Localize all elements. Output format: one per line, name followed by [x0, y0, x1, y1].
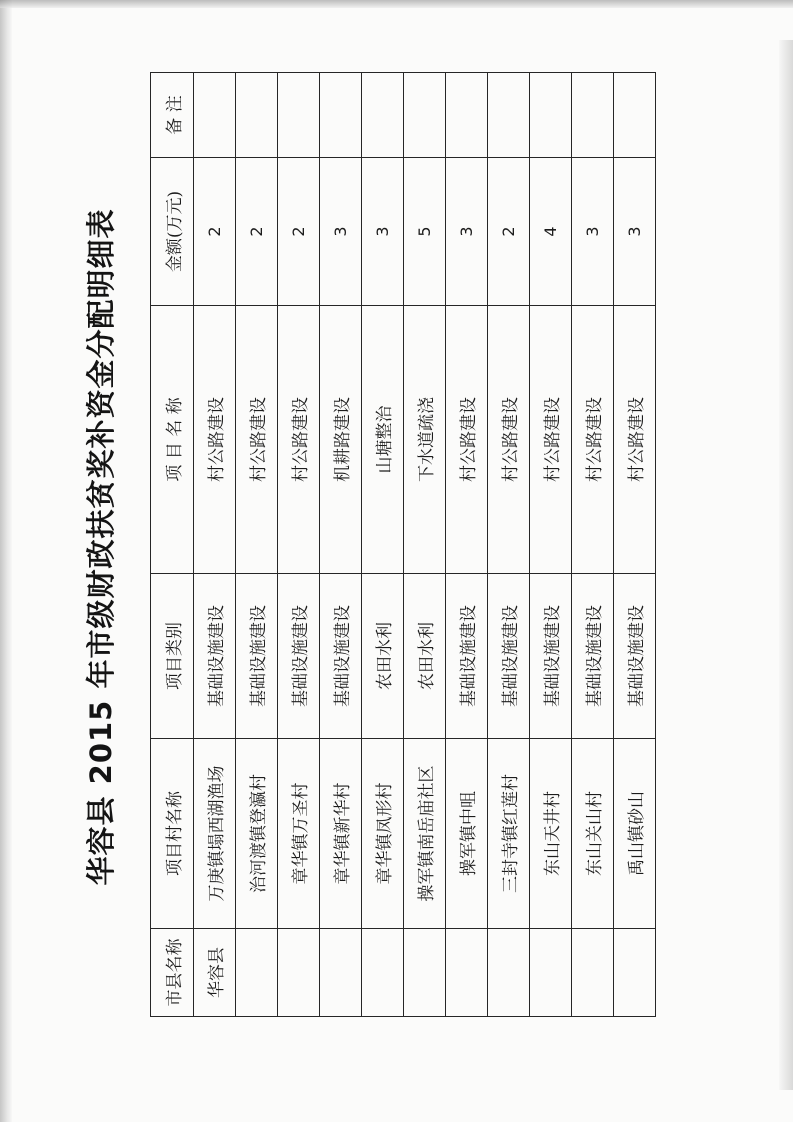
- cell-village: 章华镇万圣村: [278, 739, 320, 929]
- header-project: 项 目 名 称: [151, 306, 194, 574]
- table-row: [614, 73, 656, 1017]
- cell-project: 下水道疏浇: [404, 306, 446, 574]
- cell-category: 基础设施建设: [614, 574, 656, 739]
- table-row: [572, 73, 614, 1017]
- cell-category: 基础设施建设: [446, 574, 488, 739]
- cell-village: 三封寺镇红莲村: [488, 739, 530, 929]
- table-row: [404, 73, 446, 1017]
- cell-village: 禹山镇砂山: [614, 739, 656, 929]
- cell-remark: [194, 73, 236, 158]
- header-category: 项目类别: [151, 574, 194, 739]
- cell-county: [404, 929, 446, 1017]
- table-row: [488, 73, 530, 1017]
- cell-category: 基础设施建设: [278, 574, 320, 739]
- scan-shadow-right: [779, 40, 793, 1090]
- cell-remark: [614, 73, 656, 158]
- table-row: [362, 73, 404, 1017]
- cell-village: 操军镇南岳庙社区: [404, 739, 446, 929]
- cell-category: 基础设施建设: [488, 574, 530, 739]
- cell-amount: 2: [194, 158, 236, 306]
- cell-village: 章华镇凤形村: [362, 739, 404, 929]
- header-village: 项目村名称: [151, 739, 194, 929]
- cell-amount: 2: [236, 158, 278, 306]
- cell-county: [572, 929, 614, 1017]
- cell-county: [362, 929, 404, 1017]
- cell-amount: 2: [488, 158, 530, 306]
- cell-project: 村公路建设: [530, 306, 572, 574]
- cell-project: 村公路建设: [446, 306, 488, 574]
- cell-amount: 3: [320, 158, 362, 306]
- cell-amount: 3: [446, 158, 488, 306]
- cell-project: 山塘整治: [362, 306, 404, 574]
- cell-village: 东山关山村: [572, 739, 614, 929]
- cell-amount: 5: [404, 158, 446, 306]
- cell-remark: [236, 73, 278, 158]
- cell-amount: 2: [278, 158, 320, 306]
- cell-category: 基础设施建设: [530, 574, 572, 739]
- cell-remark: [362, 73, 404, 158]
- cell-village: 治河渡镇登瀛村: [236, 739, 278, 929]
- cell-category: 农田水利: [404, 574, 446, 739]
- cell-amount: 3: [572, 158, 614, 306]
- cell-amount: 3: [362, 158, 404, 306]
- cell-amount: 3: [614, 158, 656, 306]
- cell-county: [320, 929, 362, 1017]
- scan-shadow-top: [0, 0, 793, 8]
- cell-county: [278, 929, 320, 1017]
- cell-remark: [530, 73, 572, 158]
- cell-category: 基础设施建设: [194, 574, 236, 739]
- table-row: [530, 73, 572, 1017]
- header-remark: 备 注: [151, 73, 194, 158]
- cell-village: 章华镇新华村: [320, 739, 362, 929]
- cell-remark: [320, 73, 362, 158]
- cell-remark: [404, 73, 446, 158]
- table-row: [278, 73, 320, 1017]
- cell-county: [530, 929, 572, 1017]
- table-row: [194, 73, 236, 1017]
- cell-amount: 4: [530, 158, 572, 306]
- cell-project: 村公路建设: [194, 306, 236, 574]
- cell-project: 村公路建设: [488, 306, 530, 574]
- cell-county: 华容县: [194, 929, 236, 1017]
- cell-village: 万庚镇塌西湖渔场: [194, 739, 236, 929]
- cell-remark: [278, 73, 320, 158]
- table-header-row: [151, 73, 194, 1017]
- cell-category: 农田水利: [362, 574, 404, 739]
- cell-category: 基础设施建设: [572, 574, 614, 739]
- cell-project: 村公路建设: [614, 306, 656, 574]
- table-row: [236, 73, 278, 1017]
- cell-remark: [572, 73, 614, 158]
- cell-project: 村公路建设: [572, 306, 614, 574]
- cell-project: 机耕路建设: [320, 306, 362, 574]
- table-row: [446, 73, 488, 1017]
- cell-project: 村公路建设: [236, 306, 278, 574]
- cell-county: [236, 929, 278, 1017]
- header-county: 市县名称: [151, 929, 194, 1017]
- cell-category: 基础设施建设: [320, 574, 362, 739]
- cell-county: [614, 929, 656, 1017]
- table-row: [320, 73, 362, 1017]
- cell-remark: [488, 73, 530, 158]
- cell-category: 基础设施建设: [236, 574, 278, 739]
- scan-shadow-left: [0, 0, 12, 1122]
- cell-project: 村公路建设: [278, 306, 320, 574]
- rotated-document: [66, 72, 678, 1022]
- allocation-table: [150, 72, 656, 1017]
- cell-village: 操军镇中咀: [446, 739, 488, 929]
- cell-village: 东山天井村: [530, 739, 572, 929]
- cell-remark: [446, 73, 488, 158]
- header-amount: 金额(万元): [151, 158, 194, 306]
- cell-county: [446, 929, 488, 1017]
- document-title: 华容县 2015 年市级财政扶贫奖补资金分配明细表: [84, 208, 118, 886]
- cell-county: [488, 929, 530, 1017]
